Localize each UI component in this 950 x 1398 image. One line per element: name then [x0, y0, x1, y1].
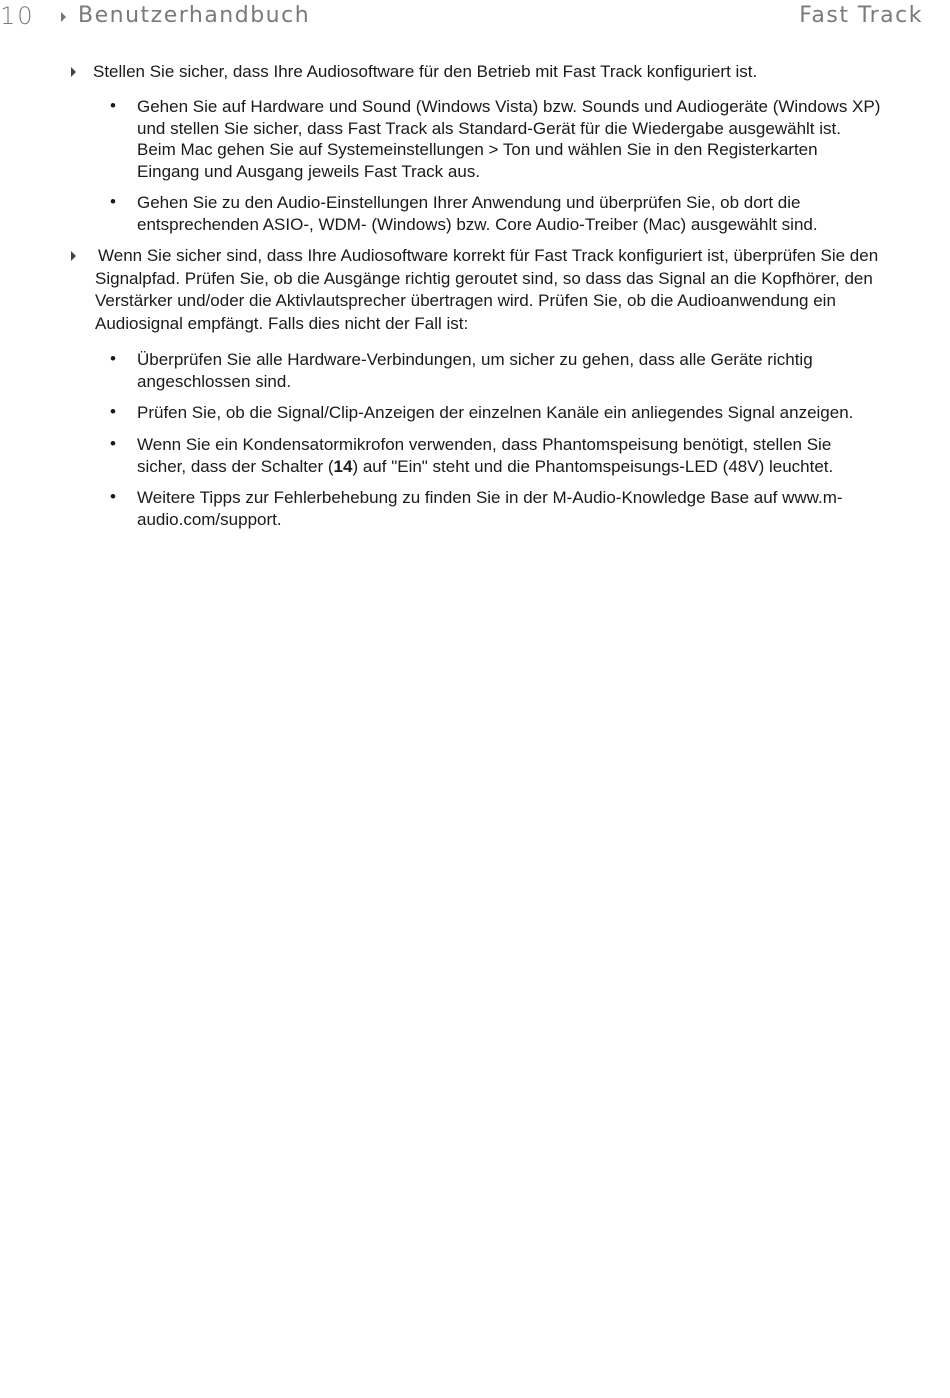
page-header: [0, 0, 950, 34]
header-arrow-icon: [61, 12, 66, 22]
bullet-icon: •: [110, 192, 116, 211]
item-arrow-icon: [71, 251, 76, 261]
item-arrow-icon: [71, 67, 76, 77]
switch-number: 14: [333, 456, 353, 476]
bullet-item: [137, 96, 882, 182]
bullet-icon: •: [110, 96, 116, 115]
bullet-item: [137, 402, 907, 424]
product-name: Fast Track: [799, 3, 923, 28]
bullet-text: Weitere Tipps zur Fehlerbehebung zu finden Sie in der M-Audio-Knowledge Base auf www.m-audio.com/support.: [137, 488, 843, 529]
bullet-item: [137, 487, 877, 530]
bullet-icon: •: [110, 487, 116, 506]
item-text: Wenn Sie sicher sind, dass Ihre Audiosoftware korrekt für Fast Track konfiguriert ist, überprüfen Sie den Signalpfad. Prüfen Sie, ob die Ausgänge richtig geroutet sind, so dass das Signal an die Kopfhörer, den Verstärker und/oder die Aktivlautsprecher übertragen wird. Prüfen Sie, ob die Audioanwendung ein Audiosignal empfängt. Falls dies nicht der Fall ist:: [95, 246, 879, 333]
bullet-icon: •: [110, 402, 116, 421]
page-number: 10: [0, 2, 35, 30]
bullet-item: [137, 434, 882, 477]
list-item: [93, 61, 893, 84]
list-item: [95, 245, 885, 335]
section-title: Benutzerhandbuch: [78, 3, 311, 28]
item-text: Stellen Sie sicher, dass Ihre Audiosoftware für den Betrieb mit Fast Track konfiguriert ist.: [93, 62, 758, 81]
bullet-text: Prüfen Sie, ob die Signal/Clip-Anzeigen der einzelnen Kanäle ein anliegendes Signal anzeigen.: [137, 403, 854, 422]
bullet-item: [137, 349, 882, 392]
bullet-text: ) auf "Ein" steht und die Phantomspeisungs-LED (48V) leuchtet.: [352, 456, 834, 476]
bullet-item: [137, 192, 882, 235]
bullet-text: Wenn Sie ein Kondensatormikrofon verwenden, dass Phantomspeisung benötigt, stellen Sie sicher, dass der Schalter (: [137, 435, 832, 476]
bullet-icon: •: [110, 434, 116, 453]
bullet-text: Gehen Sie zu den Audio-Einstellungen Ihrer Anwendung und überprüfen Sie, ob dort die entsprechenden ASIO-, WDM- (Windows) bzw. Core Audio-Treiber (Mac) ausgewählt sind.: [137, 193, 818, 234]
bullet-text: Gehen Sie auf Hardware und Sound (Windows Vista) bzw. Sounds und Audiogeräte (Windows XP) und stellen Sie sicher, dass Fast Track als Standard-Gerät für die Wiedergabe ausgewählt ist. Beim Mac gehen Sie auf Systemeinstellungen > Ton und wählen Sie in den Registerkarten Eingang und Ausgang jeweils Fast Track aus.: [137, 97, 881, 181]
bullet-text: Überprüfen Sie alle Hardware-Verbindungen, um sicher zu gehen, dass alle Geräte richtig angeschlossen sind.: [137, 350, 813, 391]
bullet-icon: •: [110, 349, 116, 368]
